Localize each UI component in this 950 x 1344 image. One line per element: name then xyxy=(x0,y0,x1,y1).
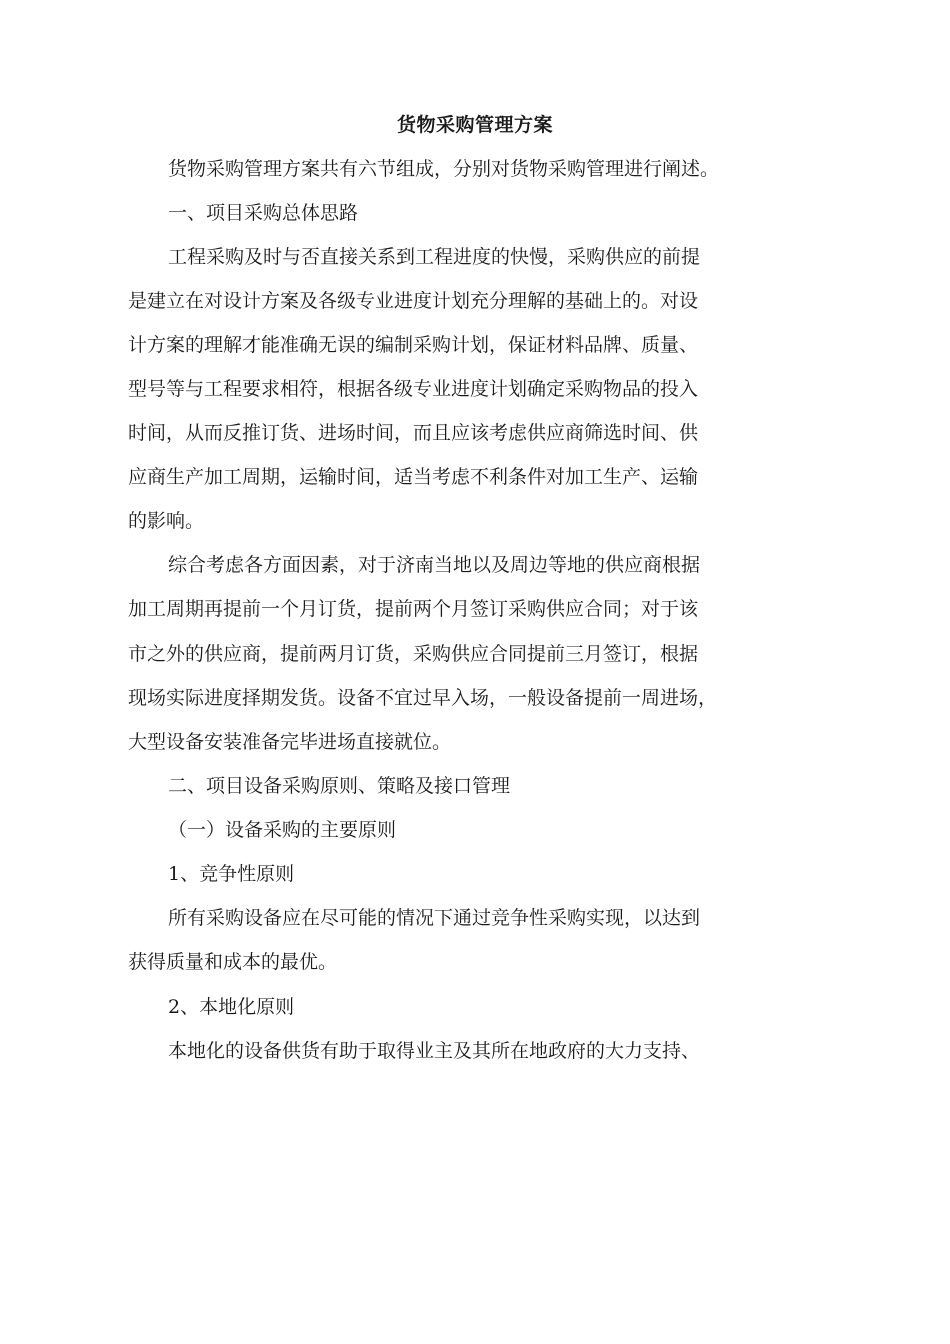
item-heading-2: 2、本地化原则 xyxy=(168,996,295,1018)
paragraph-line: 加工周期再提前一个月订货，提前两个月签订采购供应合同；对于该 xyxy=(128,598,699,620)
item-heading-1: 1、竞争性原则 xyxy=(168,863,295,885)
paragraph-line: 型号等与工程要求相符，根据各级专业进度计划确定采购物品的投入 xyxy=(128,378,699,400)
paragraph-line: 工程采购及时与否直接关系到工程进度的快慢，采购供应的前提 xyxy=(168,246,701,268)
subsection-heading: （一）设备采购的主要原则 xyxy=(168,819,397,841)
paragraph-line: 应商生产加工周期，运输时间，适当考虑不利条件对加工生产、运输 xyxy=(128,466,699,488)
section-heading-2: 二、项目设备采购原则、策略及接口管理 xyxy=(168,775,511,797)
paragraph-line: 本地化的设备供货有助于取得业主及其所在地政府的大力支持、 xyxy=(168,1040,701,1062)
paragraph-intro: 货物采购管理方案共有六节组成，分别对货物采购管理进行阐述。 xyxy=(168,158,720,180)
paragraph-line: 综合考虑各方面因素，对于济南当地以及周边等地的供应商根据 xyxy=(168,554,701,576)
paragraph-line: 的影响。 xyxy=(128,510,205,532)
document-title: 货物采购管理方案 xyxy=(396,114,553,136)
paragraph-line: 大型设备安装准备完毕进场直接就位。 xyxy=(128,731,452,753)
paragraph-line: 获得质量和成本的最优。 xyxy=(128,951,338,973)
paragraph-line: 市之外的供应商，提前两月订货，采购供应合同提前三月签订，根据 xyxy=(128,643,699,665)
paragraph-line: 计方案的理解才能准确无误的编制采购计划，保证材料品牌、质量、 xyxy=(128,334,699,356)
paragraph-line: 时间，从而反推订货、进场时间，而且应该考虑供应商筛选时间、供 xyxy=(128,422,699,444)
paragraph-line: 所有采购设备应在尽可能的情况下通过竞争性采购实现，以达到 xyxy=(168,907,701,929)
paragraph-line: 现场实际进度择期发货。设备不宜过早入场，一般设备提前一周进场， xyxy=(128,687,718,709)
section-heading-1: 一、项目采购总体思路 xyxy=(168,202,359,224)
paragraph-line: 是建立在对设计方案及各级专业进度计划充分理解的基础上的。对设 xyxy=(128,290,699,312)
